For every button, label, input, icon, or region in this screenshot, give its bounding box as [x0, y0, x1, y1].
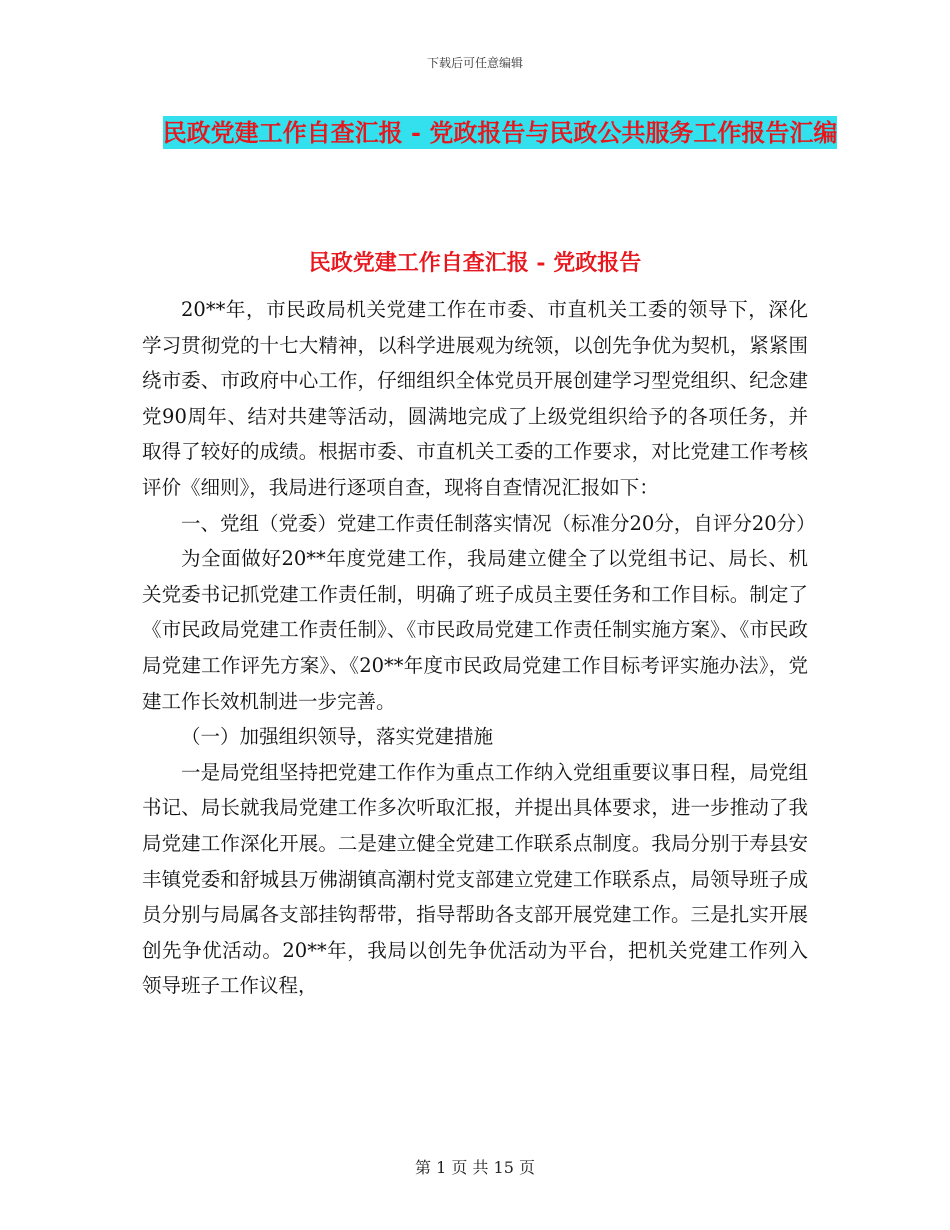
paragraph-responsibility: 为全面做好20**年度党建工作，我局建立健全了以党组书记、局长、机关党委书记抓党建工作责任制，明确了班子成员主要任务和工作目标。制定了《市民政局党建工作责任制》、《市民政局党建工作责任制实施方案》、《市民政局党建工作评先方案》、《20**年度市民政局党建工作目标考评实施办法》，党建工作长效机制进一步完善。	[142, 547, 808, 713]
document-title	[150, 111, 850, 155]
section-title: 民政党建工作自查汇报 - 党政报告	[308, 250, 642, 276]
document-body	[142, 292, 816, 1004]
page-number-footer: 第 1 页 共 15 页	[415, 1158, 535, 1177]
document-title-text: 民政党建工作自查汇报 - 党政报告与民政公共服务工作报告汇编	[162, 118, 838, 147]
paragraph-subheading-1: （一）加强组织领导，落实党建措施	[181, 725, 494, 749]
paragraph-intro: 20**年，市民政局机关党建工作在市委、市直机关工委的领导下，深化学习贯彻党的十七大精神，以科学进展观为统领，以创先争优为契机，紧紧围绕市委、市政府中心工作，仔细组织全体党员开展创建学习型党组织、纪念建党90周年、结对共建等活动，圆满地完成了上级党组织给予的各项任务，并取得了较好的成绩。根据市委、市直机关工委的工作要求，对比党建工作考核评价《细则》，我局进行逐项自查，现将自查情况汇报如下：	[142, 298, 808, 499]
page-header-note: 下载后可任意编辑	[426, 56, 523, 70]
paragraph-measures: 一是局党组坚持把党建工作作为重点工作纳入党组重要议事日程，局党组书记、局长就我局党建工作多次听取汇报，并提出具体要求，进一步推动了我局党建工作深化开展。二是建立健全党建工作联系点制度。我局分别于寿县安丰镇党委和舒城县万佛湖镇高潮村党支部建立党建工作联系点，局领导班子成员分别与局属各支部挂钩帮带，指导帮助各支部开展党建工作。三是扎实开展创先争优活动。20**年，我局以创先争优活动为平台，把机关党建工作列入领导班子工作议程，	[142, 760, 808, 998]
paragraph-heading-1: 一、党组（党委）党建工作责任制落实情况（标准分20分，自评分20分）	[181, 511, 816, 535]
